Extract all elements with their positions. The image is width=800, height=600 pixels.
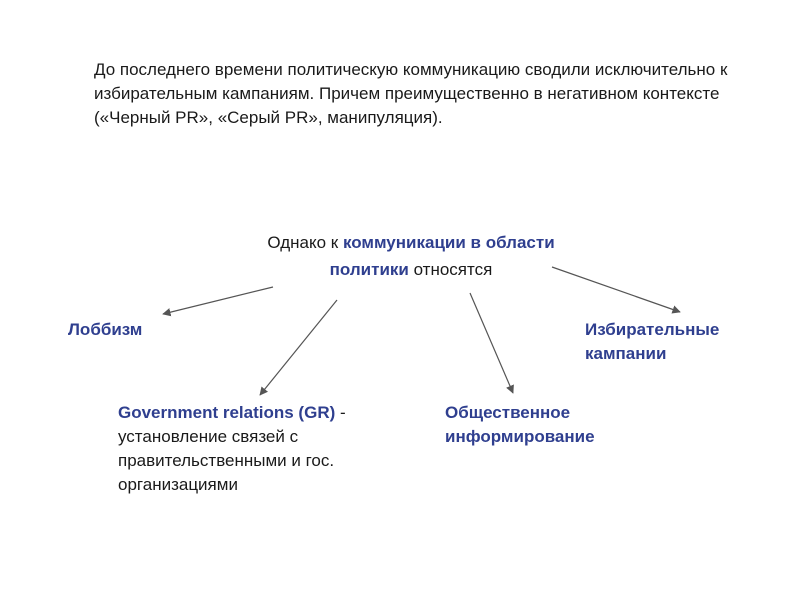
central-statement: [226, 229, 596, 283]
central-suffix: относятся: [408, 260, 493, 279]
node-gr-label: Government relations (GR): [118, 403, 336, 422]
arrow-to-public-info: [470, 293, 513, 393]
node-campaigns-label: Избирательные кампании: [585, 320, 720, 363]
node-gr-separator: -: [335, 403, 346, 422]
intro-paragraph: До последнего времени политическую коммуникацию сводили исключительно к избирательным кампаниям. Причем преимущественно в негативном контексте («Черный PR», «Серый PR», манипуляция).: [94, 60, 728, 127]
node-public-info: [445, 401, 635, 449]
node-gr-description: установление связей с правительственными и гос. организациями: [118, 427, 335, 494]
node-lobbying: [68, 318, 142, 342]
arrow-to-lobbying: [163, 287, 273, 314]
arrow-to-gr: [260, 300, 337, 395]
node-gr: [118, 401, 408, 497]
node-campaigns: [585, 318, 755, 366]
central-highlight: коммуникации в области политики: [329, 233, 555, 279]
central-prefix: Однако к: [267, 233, 343, 252]
node-public-info-label: Общественное информирование: [445, 403, 595, 446]
node-lobbying-label: Лоббизм: [68, 320, 143, 339]
